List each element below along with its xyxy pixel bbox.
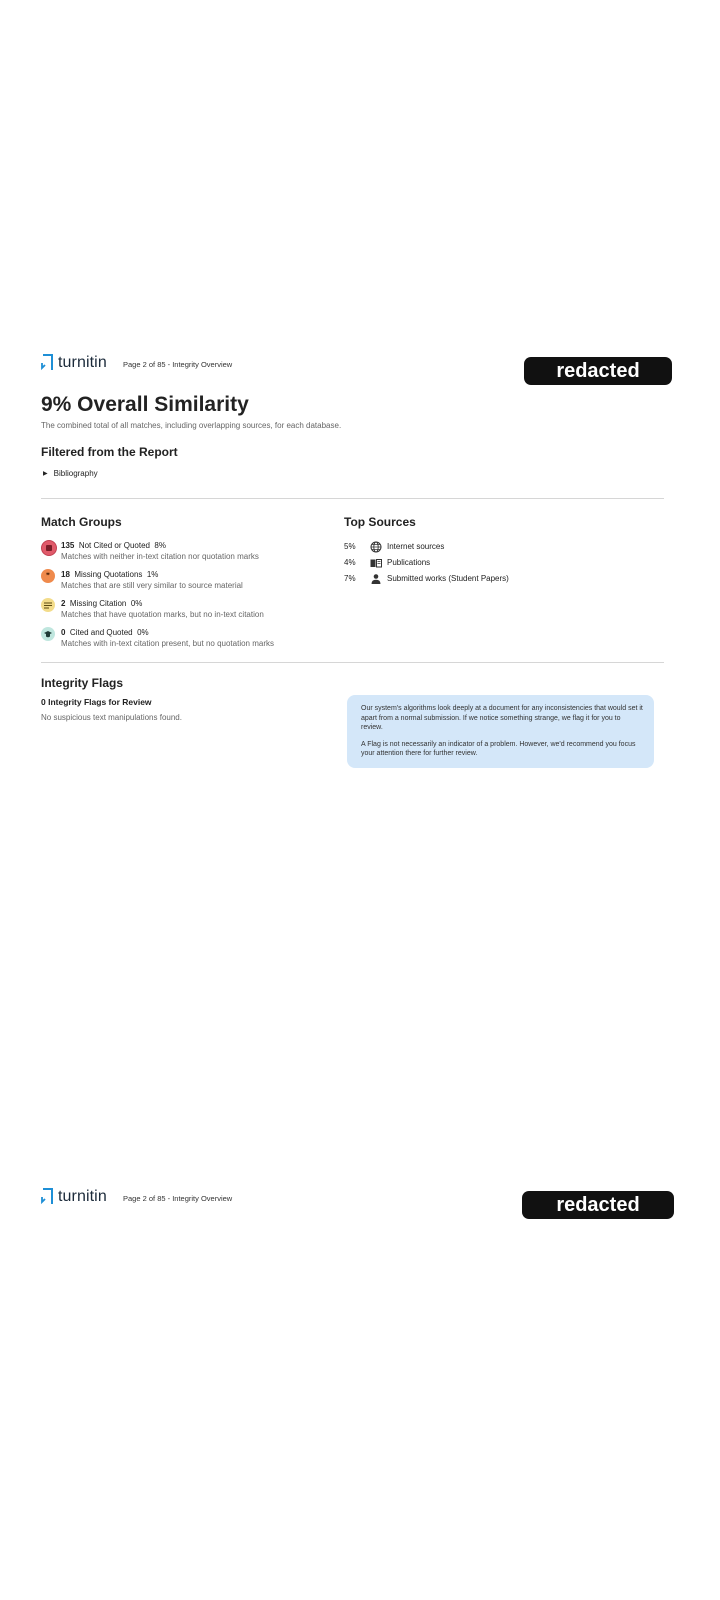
source-internet[interactable] (344, 542, 584, 554)
globe-icon (370, 541, 382, 553)
integrity-flags-title: Integrity Flags (41, 676, 124, 690)
page-label: Page 2 of 85 - Integrity Overview (123, 360, 233, 369)
match-group-cited-quoted[interactable] (41, 627, 331, 651)
cited-quoted-icon (41, 627, 55, 641)
redacted-block-footer: redacted (522, 1191, 674, 1219)
match-group-missing-citation[interactable] (41, 598, 331, 622)
source-label: Submitted works (Student Papers) (387, 574, 509, 583)
integrity-info-box (347, 695, 654, 768)
info-paragraph: Our system's algorithms look deeply at a document for any inconsistencies that would set it apart from a normal submission. If we notice something strange, we flag it for you to review. (361, 705, 643, 731)
match-count: 2 (61, 599, 66, 608)
page-title: 9% Overall Similarity (41, 393, 249, 416)
match-groups-title: Match Groups (41, 515, 122, 529)
match-desc: Matches with in-text citation present, but no quotation marks (61, 639, 274, 648)
not-cited-icon (41, 540, 57, 556)
integrity-flags-status: No suspicious text manipulations found. (41, 713, 182, 722)
missing-citation-icon (41, 598, 55, 612)
logo-text: turnitin (58, 354, 107, 371)
source-submitted-works[interactable] (344, 574, 584, 586)
match-group-missing-quotations[interactable] (41, 569, 331, 593)
caret-right-icon: ▶ (43, 471, 48, 477)
integrity-flags-count: 0 Integrity Flags for Review (41, 697, 152, 707)
match-label: Cited and Quoted (69, 628, 133, 637)
match-label: Not Cited or Quoted (78, 541, 150, 550)
source-pct: 4% (344, 558, 356, 567)
source-pct: 5% (344, 542, 356, 551)
turnitin-logo-icon (40, 1188, 54, 1206)
info-paragraph: A Flag is not necessarily an indicator of a problem. However, we'd recommend you focus your attention there for further review. (361, 740, 636, 757)
match-pct: 0% (137, 628, 149, 637)
source-label: Publications (387, 558, 431, 567)
source-label: Internet sources (387, 542, 445, 551)
book-icon (370, 557, 382, 569)
match-pct: 0% (130, 599, 143, 608)
logo-text: turnitin (58, 1188, 107, 1205)
person-icon (370, 573, 382, 585)
turnitin-logo-footer (40, 1188, 107, 1206)
missing-quotations-icon: ❞ (41, 569, 55, 583)
top-sources-title: Top Sources (344, 515, 416, 529)
match-desc: Matches with neither in-text citation nor quotation marks (61, 552, 259, 561)
turnitin-logo (40, 354, 107, 372)
match-label: Missing Quotations (74, 570, 143, 579)
match-pct: 1% (146, 570, 159, 579)
match-count: 18 (61, 570, 70, 579)
source-publications[interactable] (344, 558, 584, 570)
match-count: 0 (61, 628, 66, 637)
match-label: Missing Citation (69, 599, 127, 608)
footer-page-label: Page 2 of 85 - Integrity Overview (123, 1194, 233, 1203)
turnitin-logo-icon (40, 354, 54, 372)
match-desc: Matches that are still very similar to source material (61, 581, 243, 590)
match-pct: 8% (154, 541, 166, 550)
filtered-title: Filtered from the Report (41, 445, 178, 459)
match-desc: Matches that have quotation marks, but no in-text citation (61, 610, 264, 619)
filtered-item-bibliography[interactable] (43, 469, 98, 478)
filtered-item-label: Bibliography (53, 469, 98, 478)
source-pct: 7% (344, 574, 356, 583)
divider (41, 498, 664, 499)
match-group-not-cited[interactable] (41, 540, 331, 564)
match-count: 135 (61, 541, 75, 550)
divider (41, 662, 664, 663)
redacted-block: redacted (524, 357, 672, 385)
similarity-subtitle: The combined total of all matches, including overlapping sources, for each database. (41, 421, 342, 430)
